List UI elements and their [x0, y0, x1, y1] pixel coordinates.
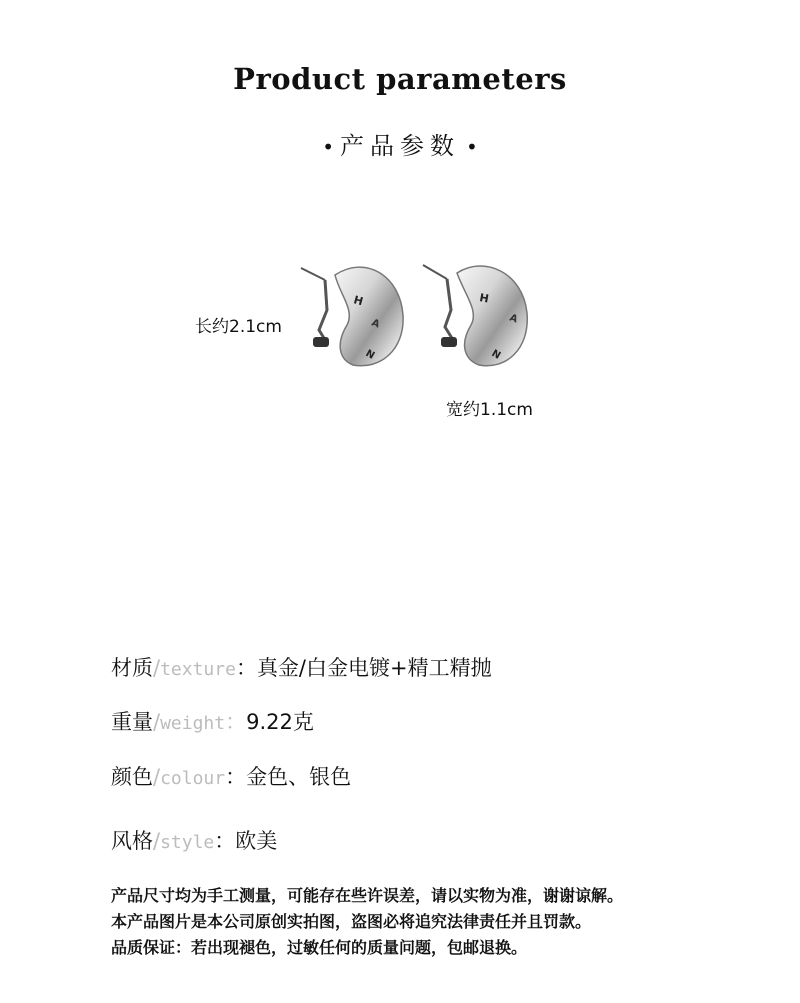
spec-label-cn: 风格: [111, 829, 153, 853]
note-line: 品质保证：若出现褪色，过敏任何的质量问题，包邮退换。: [111, 938, 528, 957]
spec-label-cn: 重量: [111, 710, 153, 734]
spec-label-cn: 颜色: [111, 765, 153, 789]
length-dimension: 长约2.1cm: [195, 317, 282, 337]
spec-colour: 颜色/colour：金色、银色: [111, 765, 352, 789]
earring-left: [301, 267, 403, 366]
bullet-left: •: [322, 135, 334, 159]
note-line: 产品尺寸均为手工测量，可能存在些许误差，请以实物为准，谢谢谅解。: [111, 886, 624, 905]
svg-text:N: N: [363, 348, 377, 362]
spec-label-en: colour: [160, 768, 226, 789]
spec-style: 风格/style：欧美: [111, 829, 278, 853]
spec-value: 欧美: [235, 829, 278, 853]
svg-text:A: A: [507, 312, 520, 326]
spec-label-en: style: [160, 832, 215, 853]
spec-weight: 重量/weight：9.22克: [111, 710, 314, 734]
spec-label-en: weight: [160, 713, 226, 734]
svg-text:A: A: [369, 317, 382, 331]
spec-value: 9.22克: [246, 710, 314, 734]
spec-label-cn: 材质: [111, 656, 153, 680]
page-title: Product parameters: [233, 62, 567, 96]
spec-value: 金色、银色: [246, 765, 352, 789]
width-dimension: 宽约1.1cm: [446, 400, 533, 420]
page-subtitle: [0, 126, 800, 161]
note-line: 本产品图片是本公司原创实拍图，盗图必将追究法律责任并且罚款。: [111, 912, 592, 931]
earrings-product-image: [295, 255, 555, 405]
subtitle-text: 产品参数: [340, 132, 460, 160]
spec-label-en: texture: [160, 659, 236, 680]
svg-text:N: N: [489, 348, 503, 362]
notes: [111, 883, 623, 961]
earring-right: [423, 265, 527, 366]
svg-text:H: H: [352, 293, 365, 309]
spec-texture: 材质/texture：真金/白金电镀+精工精抛: [111, 656, 492, 680]
svg-text:H: H: [478, 291, 490, 306]
spec-value: 真金/白金电镀+精工精抛: [256, 656, 492, 680]
bullet-right: •: [466, 135, 478, 159]
